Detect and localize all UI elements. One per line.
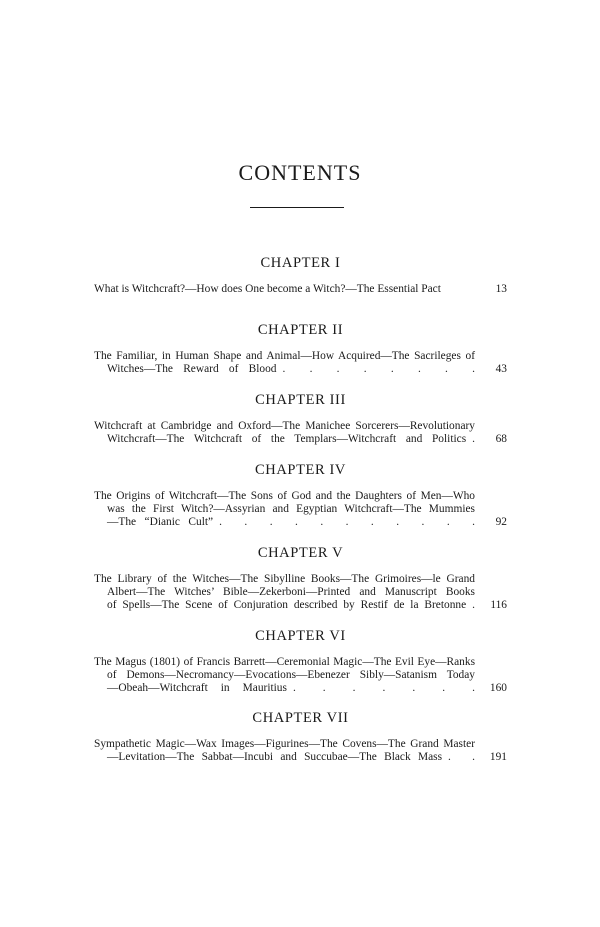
dot-leaders: . . . . . . . — [292, 682, 475, 695]
entry-text-last-line — [94, 433, 475, 446]
dot-leaders: . — [472, 433, 475, 446]
dot-leaders: . — [472, 599, 475, 612]
entry-text-line: was the First Witch?—Assyrian and Egyptian Witchcraft—The Mummies — [107, 503, 475, 516]
toc-entry[interactable] — [94, 490, 507, 530]
entry-text-line: The Library of the Witches—The Sibylline Books—The Grimoires—le Grand — [94, 573, 475, 585]
chapter-2 — [94, 322, 507, 376]
toc-entry[interactable] — [94, 283, 507, 296]
entry-text-last-line — [94, 363, 475, 376]
page-number: 160 — [489, 682, 507, 695]
entry-text-line: What is Witchcraft?—How does One become a Witch?—The Essential Pact — [94, 283, 441, 295]
title-divider — [250, 207, 344, 208]
entry-text-line: of Demons—Necromancy—Evocations—Ebenezer Sibly—Satanism Today — [107, 669, 475, 682]
entry-text-line: —The “Dianic Cult” — [107, 516, 214, 529]
entry-text-line: Sympathetic Magic—Wax Images—Figurines—The Covens—The Grand Master — [94, 738, 475, 750]
dot-leaders: . . . . . . . . . . . — [219, 516, 475, 529]
entry-text-line: Witches—The Reward of Blood — [107, 363, 277, 376]
chapter-5 — [94, 545, 507, 613]
entry-text-line: The Origins of Witchcraft—The Sons of God and the Daughters of Men—Who — [94, 490, 475, 502]
entry-text-line: The Magus (1801) of Francis Barrett—Ceremonial Magic—The Evil Eye—Ranks — [94, 656, 475, 668]
toc-entry[interactable] — [94, 350, 507, 376]
entry-text-last-line — [94, 516, 475, 529]
entry-text-line: of Spells—The Scene of Conjuration described by Restif de la Bretonne — [107, 599, 467, 612]
page-number: 191 — [489, 751, 507, 764]
page-title: CONTENTS — [238, 160, 362, 185]
toc-entry[interactable] — [94, 738, 507, 764]
entry-text-line: The Familiar, in Human Shape and Animal—How Acquired—The Sacrileges of — [94, 350, 475, 362]
page-number: 13 — [495, 283, 507, 295]
chapter-heading: CHAPTER III — [255, 392, 346, 408]
page-number: 92 — [495, 516, 507, 529]
entry-text-last-line — [94, 751, 475, 764]
chapter-1 — [94, 255, 507, 296]
toc-entry[interactable] — [94, 420, 507, 446]
page-number: 68 — [495, 433, 507, 446]
entry-text-line: Albert—The Witches’ Bible—Zekerboni—Printed and Manuscript Books — [107, 586, 475, 599]
entry-text-line: Witchcraft—The Witchcraft of the Templars—Witchcraft and Politics — [107, 433, 467, 446]
dot-leaders: . . — [448, 751, 476, 764]
chapter-heading: CHAPTER IV — [255, 462, 346, 478]
toc-entry[interactable] — [94, 656, 507, 696]
entry-text-last-line — [94, 599, 475, 612]
page-number: 116 — [490, 599, 507, 612]
chapter-7 — [94, 710, 507, 764]
chapter-4 — [94, 462, 507, 530]
chapter-heading: CHAPTER I — [260, 255, 341, 271]
dot-leaders: . . . . . . . . — [282, 363, 475, 376]
toc-entry[interactable] — [94, 573, 507, 613]
entry-text-line: —Obeah—Witchcraft in Mauritius — [107, 682, 287, 695]
entry-text-last-line — [94, 682, 475, 695]
entry-text-line: Witchcraft at Cambridge and Oxford—The Manichee Sorcerers—Revolutionary — [94, 420, 475, 432]
chapter-3 — [94, 392, 507, 446]
chapter-6 — [94, 628, 507, 696]
chapter-heading: CHAPTER V — [257, 545, 344, 561]
chapter-heading: CHAPTER VII — [252, 710, 349, 726]
page-number: 43 — [495, 363, 507, 376]
chapter-heading: CHAPTER II — [257, 322, 344, 338]
entry-text-line: —Levitation—The Sabbat—Incubi and Succubae—The Black Mass — [107, 751, 443, 764]
chapter-heading: CHAPTER VI — [255, 628, 346, 644]
